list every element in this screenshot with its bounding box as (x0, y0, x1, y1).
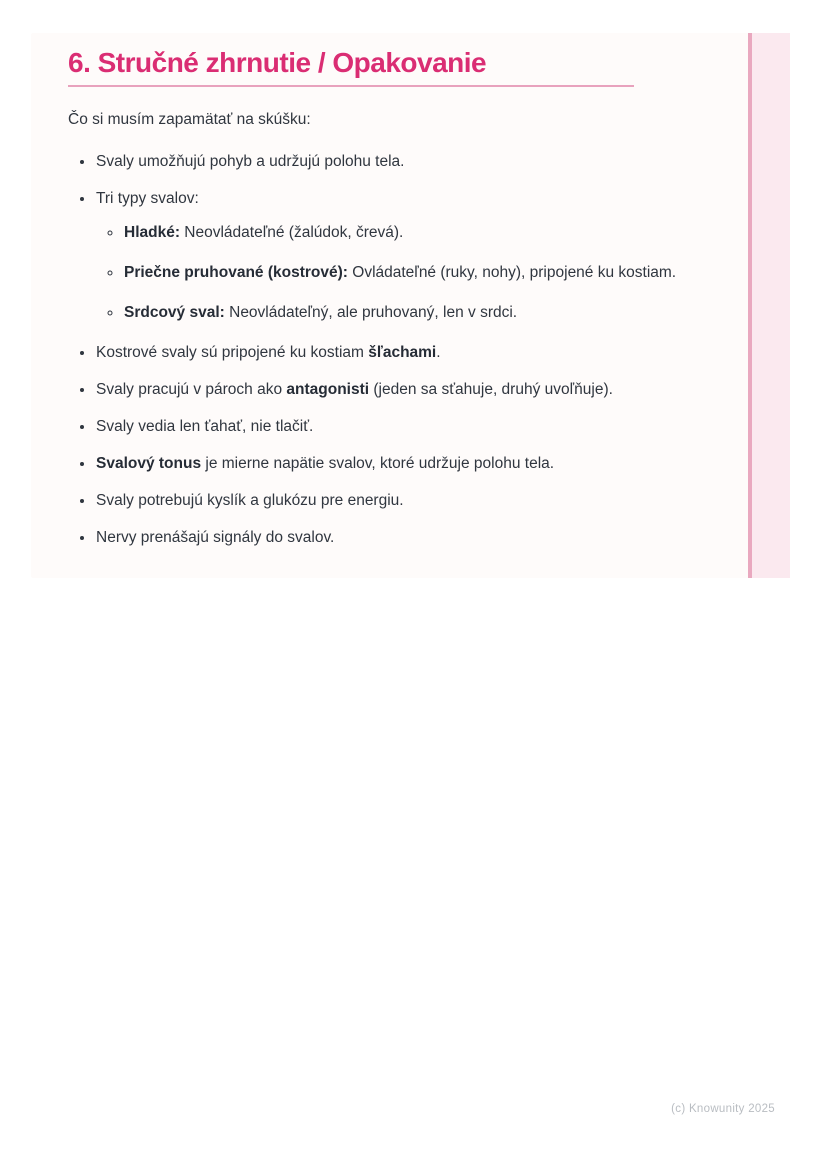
text-segment: Tri typy svalov: (96, 190, 199, 207)
sub-list-item (123, 301, 690, 325)
text-segment: Svaly pracujú v pároch ako (96, 381, 287, 398)
bold-term: antagonisti (286, 381, 370, 398)
list-item (95, 341, 690, 365)
text-segment: je mierne napätie svalov, ktoré udržuje polohu tela. (201, 455, 555, 472)
list-item (95, 526, 690, 550)
text-segment: (jeden sa sťahuje, druhý uvoľňuje). (369, 381, 613, 398)
list-item (95, 415, 690, 439)
text-segment: Neovládateľný, ale pruhovaný, len v srdci. (224, 304, 518, 321)
text-segment: Nervy prenášajú signály do svalov. (96, 529, 335, 546)
text-segment: Svaly umožňujú pohyb a udržujú polohu tela. (96, 153, 405, 170)
sub-list-item (123, 221, 690, 245)
list-item (95, 378, 690, 402)
text-segment: Svaly vedia len ťahať, nie tlačiť. (96, 418, 314, 435)
bold-term: Priečne pruhované (kostrové): (124, 264, 348, 281)
copyright-footer: (c) Knowunity 2025 (671, 1103, 775, 1115)
notes-card (31, 33, 790, 578)
sub-bullet-list (96, 221, 690, 325)
summary-bullet-list (68, 150, 690, 550)
text-segment: Ovládateľné (ruky, nohy), pripojené ku kostiam. (347, 264, 677, 281)
bold-term: Svalový tonus (96, 455, 202, 472)
bold-term: Srdcový sval: (124, 304, 225, 321)
list-item (95, 489, 690, 513)
list-item (95, 150, 690, 174)
text-segment: Kostrové svaly sú pripojené ku kostiam (96, 344, 369, 361)
intro-line: Čo si musím zapamätať na skúšku: (68, 111, 311, 128)
title-underline-rule (68, 85, 634, 87)
list-item (95, 452, 690, 476)
card-content (31, 33, 790, 578)
text-segment: Neovládateľné (žalúdok, črevá). (180, 224, 404, 241)
text-segment: . (436, 344, 441, 361)
bold-term: šľachami (368, 344, 437, 361)
list-item (95, 187, 690, 325)
bold-term: Hladké: (124, 224, 180, 241)
section-title: 6. Stručné zhrnutie / Opakovanie (68, 47, 487, 78)
sub-list-item (123, 261, 690, 285)
text-segment: Svaly potrebujú kyslík a glukózu pre energiu. (96, 492, 404, 509)
